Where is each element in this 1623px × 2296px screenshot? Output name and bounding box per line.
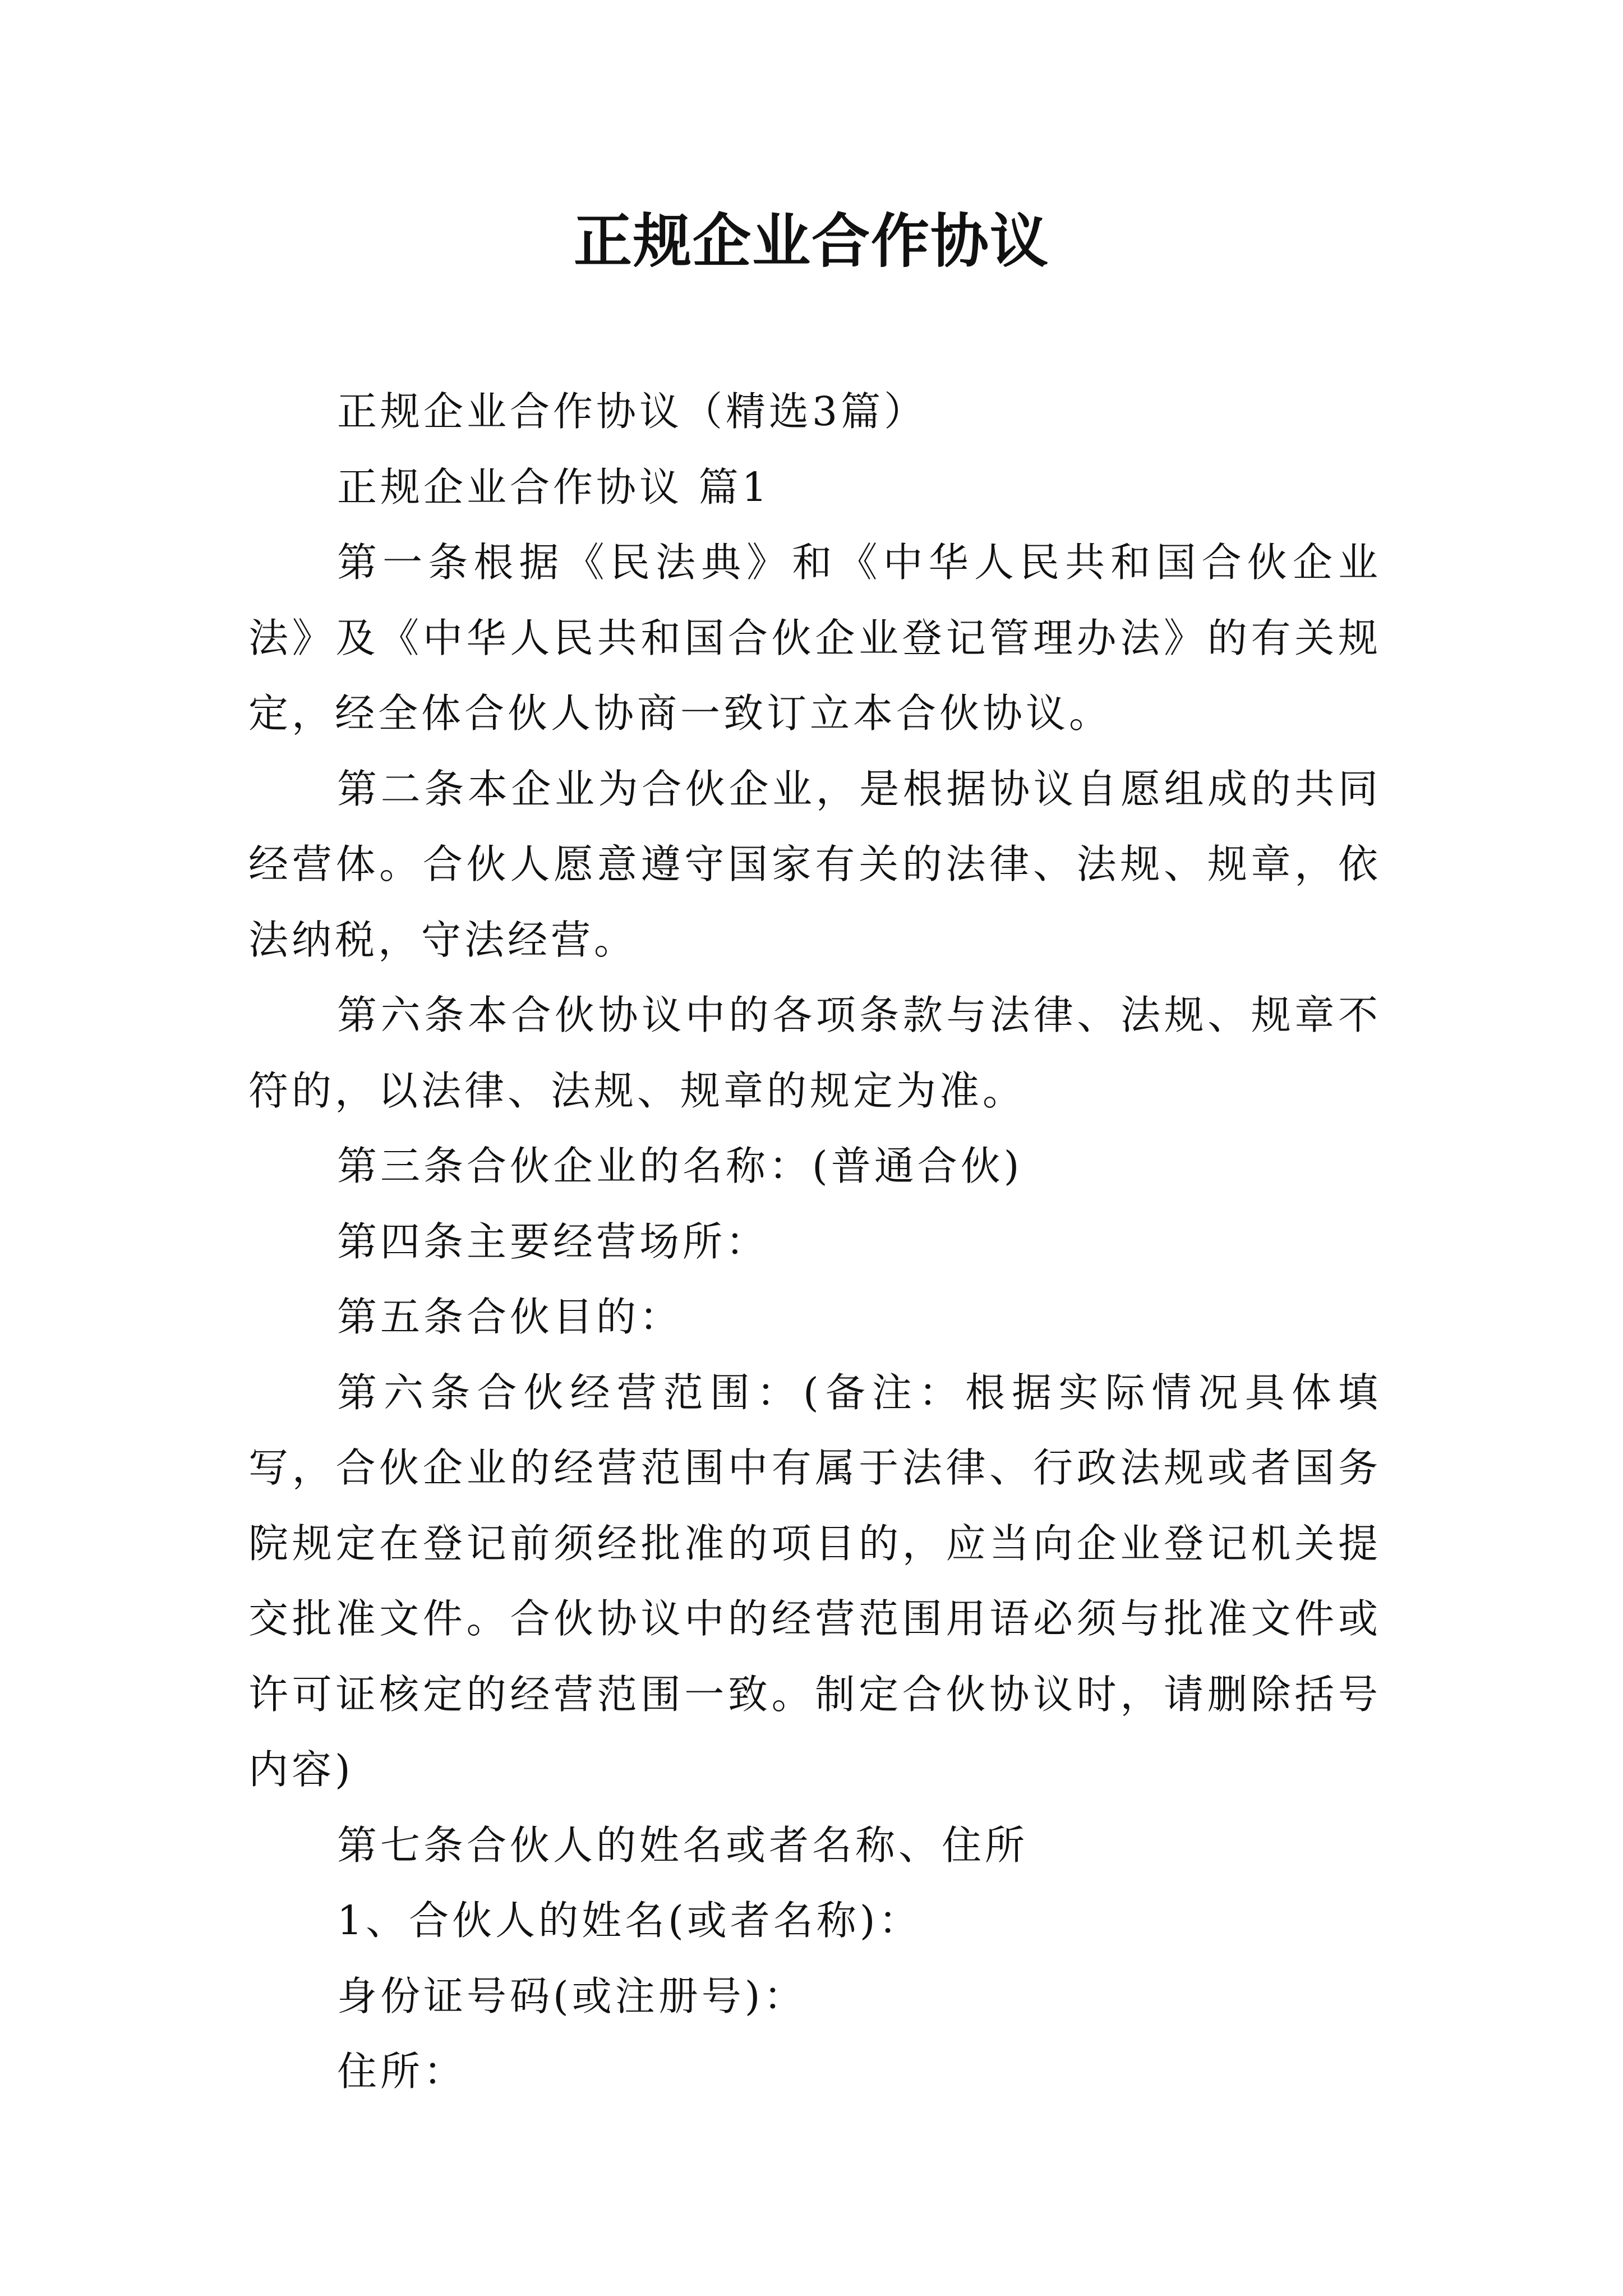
paragraph-subtitle: 正规企业合作协议（精选3篇） — [337, 388, 928, 435]
document-body — [248, 374, 1381, 2110]
paragraph-partner-name: 1、合伙人的姓名(或者名称)： — [337, 1897, 922, 1944]
paragraph-section-heading: 正规企业合作协议 篇1 — [337, 463, 771, 510]
paragraph-article-3-name: 第三条合伙企业的名称：(普通合伙) — [337, 1143, 1023, 1189]
paragraph-article-2: 第二条本企业为合伙企业，是根据协议自愿组成的共同经营体。合伙人愿意遵守国家有关的法律、法规、规章，依法纳税，守法经营。 — [248, 765, 1381, 963]
paragraph-partner-address: 住所： — [337, 2048, 467, 2095]
paragraph-article-5-purpose: 第五条合伙目的： — [337, 1294, 683, 1340]
paragraph-partner-id: 身份证号码(或注册号)： — [337, 1972, 807, 2019]
document-title: 正规企业合作协议 — [573, 206, 1049, 275]
paragraph-article-1: 第一条根据《民法典》和《中华人民共和国合伙企业法》及《中华人民共和国合伙企业登记管理办法》的有关规定，经全体合伙人协商一致订立本合伙协议。 — [248, 539, 1381, 737]
paragraph-article-6-scope: 第六条合伙经营范围：(备注：根据实际情况具体填写，合伙企业的经营范围中有属于法律、行政法规或者国务院规定在登记前须经批准的项目的，应当向企业登记机关提交批准文件。合伙协议中的经营范围用语必须与批准文件或许可证核定的经营范围一致。制定合伙协议时，请删除括号内容) — [248, 1369, 1381, 1793]
paragraph-article-7-partners: 第七条合伙人的姓名或者名称、住所 — [337, 1821, 1029, 1869]
paragraph-article-4-premises: 第四条主要经营场所： — [337, 1218, 769, 1265]
paragraph-article-6-compliance: 第六条本合伙协议中的各项条款与法律、法规、规章不符的，以法律、法规、规章的规定为准。 — [248, 992, 1381, 1114]
